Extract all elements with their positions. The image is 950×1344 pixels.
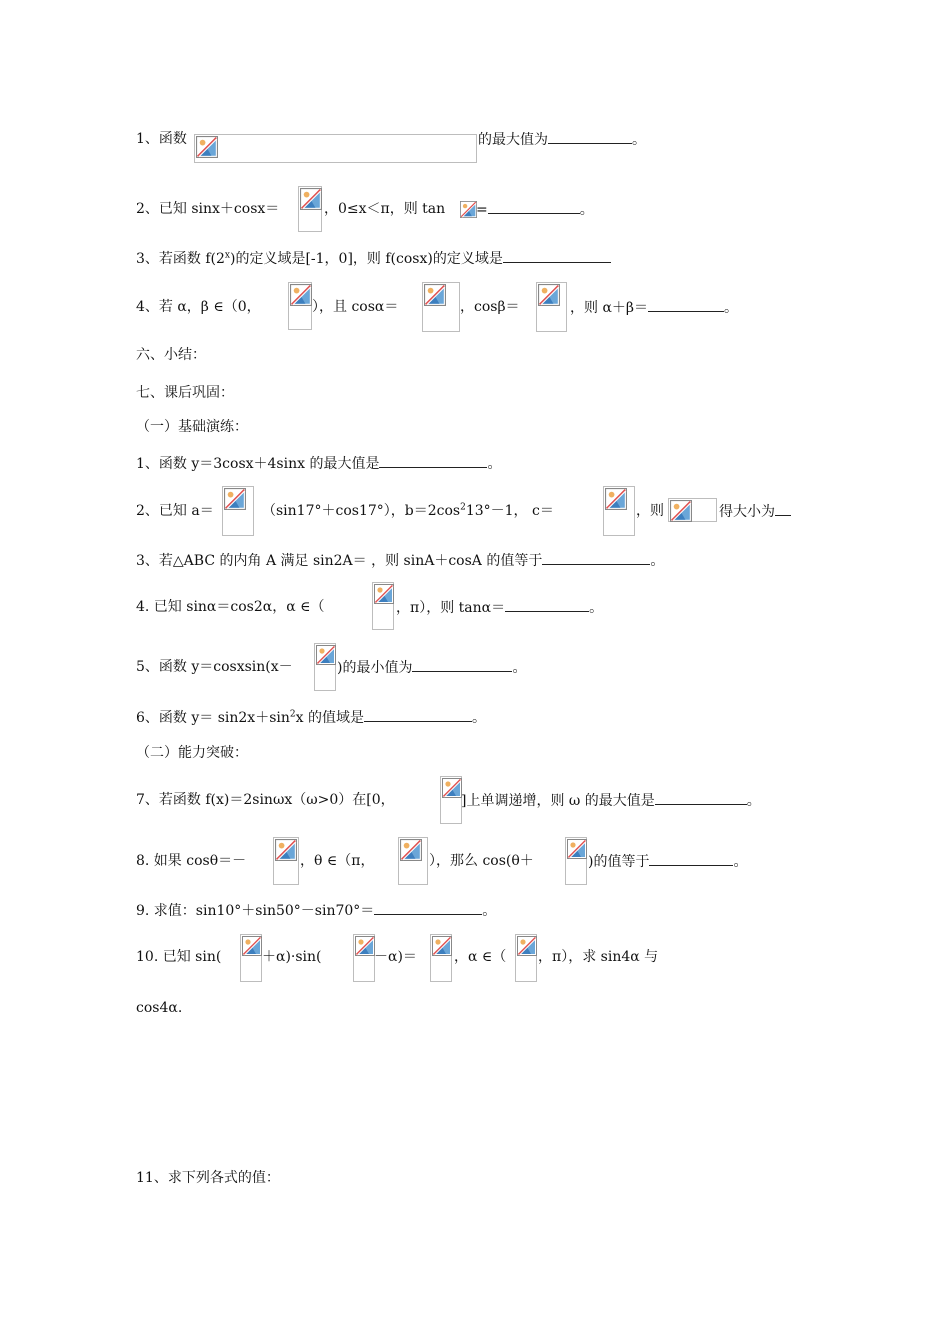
problem-2-tail: = 。 (476, 199, 594, 219)
formula-image-placeholder (398, 837, 428, 885)
broken-image-icon (400, 839, 422, 861)
formula-image-placeholder (222, 486, 254, 536)
formula-image-placeholder (603, 486, 635, 536)
exercise-1: 1、函数 y＝3cosx＋4sinx 的最大值是 。 (136, 453, 501, 473)
broken-image-icon (567, 839, 587, 859)
broken-image-icon (517, 936, 537, 956)
problem-1-tail: 的最大值为 。 (478, 129, 646, 149)
broken-image-icon (300, 188, 322, 210)
exercise-2-mid2: ，则 (636, 503, 664, 519)
formula-image-placeholder (460, 201, 477, 218)
answer-blank[interactable] (503, 248, 611, 263)
problem-2: 2、已知 sinx＋cosx＝ (136, 201, 280, 217)
formula-image-placeholder (440, 776, 462, 824)
answer-blank[interactable] (364, 707, 472, 722)
exercise-3: 3、若△ABC 的内角 A 满足 sin2A＝ ，则 sinA＋cosA 的值等于 。 (136, 550, 664, 570)
exercise-10-mid2: －α)＝ (374, 949, 417, 965)
formula-image-placeholder (314, 643, 336, 691)
exercise-4: 4. 已知 sinα＝cos2α，α ∈（ (136, 599, 325, 615)
exercise-8-tail: )的值等于 。 (588, 851, 747, 871)
formula-image-placeholder (240, 934, 262, 982)
problem-4-mid1: ），且 cosα＝ (312, 299, 399, 315)
answer-blank[interactable] (775, 501, 791, 516)
broken-image-icon (316, 645, 336, 665)
problem-4-tail: ，则 α＋β＝ 。 (570, 297, 738, 317)
exercise-10-tail: ，π），求 sin4α 与 (538, 949, 659, 965)
exercise-10: 10. 已知 sin( (136, 949, 222, 965)
exercise-9: 9. 求值：sin10°＋sin50°－sin70°＝ 。 (136, 900, 496, 920)
broken-image-icon (224, 488, 246, 510)
formula-image-placeholder (565, 837, 587, 885)
formula-image-placeholder (536, 282, 567, 332)
exercise-8-mid2: ），那么 cos(θ＋ (429, 853, 534, 869)
exercise-7-tail: ]上单调递增，则 ω 的最大值是 。 (461, 790, 761, 810)
formula-image-placeholder (298, 186, 322, 232)
problem-1 (136, 129, 187, 149)
answer-blank[interactable] (548, 129, 632, 144)
problem-3: 3、若函数 f(2$^x$)的定义域是[-1，0]，则 f(cosx)的定义域是 (136, 248, 611, 268)
exercise-5: 5、函数 y＝cosxsin(x－ (136, 659, 293, 675)
section-consolidation: 七、课后巩固： (136, 385, 234, 401)
problem-2-mid: ，0≤x＜π，则 tan (324, 201, 446, 217)
formula-image-placeholder (288, 282, 312, 330)
exercise-4-tail: ，π），则 tanα＝ 。 (396, 597, 603, 617)
formula-image-placeholder (353, 934, 375, 982)
exercise-10-mid1: ＋α)·sin( (262, 949, 322, 965)
answer-blank[interactable] (505, 597, 589, 612)
answer-blank[interactable] (374, 900, 482, 915)
subsection-basic: （一）基础演练： (136, 419, 248, 435)
exercise-2: 2、已知 a＝ (136, 503, 214, 519)
formula-image-placeholder (194, 134, 477, 163)
formula-image-placeholder (430, 934, 452, 982)
broken-image-icon (355, 936, 375, 956)
exercise-2-tail: 得大小为 (719, 501, 791, 521)
answer-blank[interactable] (488, 199, 580, 214)
exercise-2-mid: （sin17°＋cos17°），$b=2\cos^213^\circ-1$， c＝ (262, 502, 554, 519)
exercise-8: 8. 如果 cosθ＝－ (136, 853, 247, 869)
answer-blank[interactable] (655, 790, 747, 805)
answer-blank[interactable] (542, 550, 650, 565)
exercise-10-continued: cos4α. (136, 1000, 183, 1016)
broken-image-icon (670, 500, 692, 522)
broken-image-icon (290, 284, 312, 306)
problem-1-text-a: 1、函数 (136, 131, 187, 147)
answer-blank[interactable] (649, 851, 733, 866)
formula-image-placeholder (668, 498, 717, 522)
exercise-5-tail: )的最小值为 。 (337, 657, 526, 677)
answer-blank[interactable] (379, 453, 487, 468)
answer-blank[interactable] (412, 657, 512, 672)
broken-image-icon (196, 136, 218, 158)
formula-image-placeholder (273, 837, 299, 885)
broken-image-icon (432, 936, 452, 956)
broken-image-icon (538, 284, 560, 306)
broken-image-icon (374, 584, 394, 604)
broken-image-icon (460, 201, 477, 218)
subsection-advanced: （二）能力突破： (136, 745, 248, 761)
answer-blank[interactable] (648, 297, 724, 312)
formula-image-placeholder (515, 934, 537, 982)
problem-4: 4、若 α，β ∈（0， (136, 299, 261, 315)
exercise-10-mid3: ，α ∈（ (454, 949, 507, 965)
broken-image-icon (275, 839, 297, 861)
exercise-8-mid: ，θ ∈（π， (300, 853, 375, 869)
broken-image-icon (424, 284, 446, 306)
formula-image-placeholder (422, 282, 460, 332)
section-summary: 六、小结： (136, 347, 206, 363)
problem-4-mid2: ，cosβ＝ (460, 299, 520, 315)
exercise-6: 6、函数 $y= \sin 2x+\sin^2x$ 的值域是 。 (136, 707, 486, 727)
formula-image-placeholder (372, 582, 394, 630)
broken-image-icon (442, 778, 462, 798)
broken-image-icon (605, 488, 627, 510)
exercise-7: 7、若函数 f(x)＝2sinωx（ω>0）在[0， (136, 792, 395, 808)
broken-image-icon (242, 936, 262, 956)
exercise-11: 11、求下列各式的值： (136, 1170, 280, 1186)
